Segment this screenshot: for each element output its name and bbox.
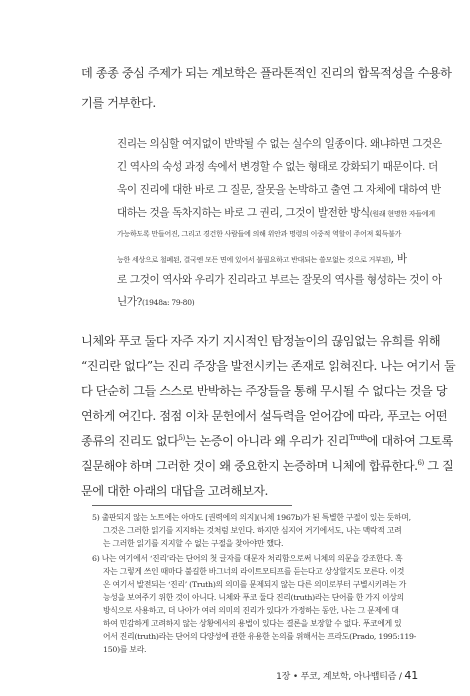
citation: (1948a: 79-80) <box>141 298 195 307</box>
body-text: 에 대하여 그토록 <box>366 434 453 448</box>
body-text: 그 질 <box>423 459 454 473</box>
body-text: 는 논증이 아니라 왜 우리가 진리 <box>184 434 350 448</box>
quote-line: 긴 역사의 숙성 과정 속에서 변경할 수 없는 형태로 강화되기 때문이다. 더 <box>117 161 438 173</box>
quote-parenthetical: (원래 현명한 자들에게 <box>369 210 435 218</box>
page-number: 41 <box>404 669 418 682</box>
body-text: 질문해야 하며 그러한 것이 왜 중요한지 논증하며 니체에 합류한다. <box>81 459 418 473</box>
footnote-line: 6) 나는 여기에서 ‘진리’라는 단어의 첫 글자를 대문자 처리함으로써 니체의 의문을 강조한다. 혹 <box>92 554 403 563</box>
footnote-line: 방식으로 사용하고, 더 나아가 여러 의미의 진리가 있다가 가정하는 동안, 나는 그 문제에 대 <box>103 606 399 615</box>
quote-line: 로 그것이 역사와 우리가 진리라고 부르는 잘못의 역사를 형성하는 것이 아 <box>117 274 442 286</box>
quote-text: 닌가? <box>117 296 142 308</box>
footnote-line: 는 그러한 읽기를 지지할 수 없는 구절을 찾아야만 했다. <box>103 539 284 548</box>
body-text-line: 데 종종 중심 주제가 되는 계보학은 플라톤적인 진리의 합목적성을 수용하 <box>81 66 452 80</box>
footnote-line: 150)를 보라. <box>103 645 147 654</box>
body-text-line: 기를 거부한다. <box>81 96 156 110</box>
footnote-ref-5[interactable]: 5) <box>178 433 185 442</box>
footnote-line: 어서 진리(truth)라는 단어의 다양성에 관한 유용한 논의를 위해서는 프라도(Prado, 1995:119- <box>103 632 417 641</box>
quote-small-text: 능한 세상으로 철폐된, 결국엔 모든 면에 있어서 불필요하고 반대되는 쓸모없는 것으로 거부된) <box>117 256 391 264</box>
inline-gloss: Truth <box>349 433 367 442</box>
body-text-line: 연하게 여긴다. 점점 이차 문헌에서 설득력을 얻어감에 따라, 푸코는 어떤 <box>81 409 448 423</box>
body-text: 종류의 진리도 없다 <box>81 434 179 448</box>
body-text-line: 다 단순히 그들 스스로 반박하는 주장들을 통해 무시될 수 없다는 것을 당 <box>81 384 448 398</box>
footer-separator: / <box>398 672 402 682</box>
footnote-line: 능성을 보여주기 위한 것이 아니다. 니체와 푸코 둘다 진리(truth)라는 단어를 한 가지 이상의 <box>103 593 404 602</box>
footnote-line: 하여 민감하게 고려하지 않는 상황에서의 용법이 있다는 결론을 보장할 수 없다. 푸코에게 있 <box>103 619 402 628</box>
body-text-line: 문에 대한 아래의 대답을 고려해보자. <box>81 484 268 498</box>
quote-line: 진리는 의심할 여지없이 반박될 수 없는 실수의 일종이다. 왜냐하면 그것은 <box>117 138 442 150</box>
body-text-line: 니체와 푸코 둘다 자주 자기 지시적인 탐정놀이의 끊임없는 유희를 위해 <box>81 334 441 348</box>
quote-line: 욱이 진리에 대한 바로 그 질문, 잘못을 논박하고 출연 그 자체에 대하여 반 <box>117 184 441 196</box>
footnote-line: 그것은 그러한 읽기를 지지하는 것처럼 보인다. 하지만 심지어 거기에서도, 나는 맥락적 고려 <box>103 526 402 535</box>
body-text-line <box>81 432 453 449</box>
footnote-line: 5) 출판되지 않는 노트에는 아마도 [권력에의 의지](니체 1967b)가 된 특별한 구절이 있는 듯하며, <box>92 513 411 522</box>
running-footer <box>276 669 418 682</box>
footnote-line: 자는 그렇게 쓰인 때마다 불길한 바그너의 라이트모티프를 듣는다고 상상할지도 모른다. 이것 <box>103 567 405 576</box>
chapter-title: 1장 • 푸코, 계보학, 아나뱁티즘 <box>276 672 397 682</box>
footnote-ref-6[interactable]: 6) <box>417 458 424 467</box>
quote-small-line: 가능하도록 만들어진, 그리고 경건한 사람들에 의해 위안과 명령의 이중적 역할이 주어져 획득불가 <box>117 230 402 238</box>
quote-line <box>117 294 194 309</box>
quote-small-line <box>117 251 407 266</box>
quote-line <box>117 205 435 220</box>
body-text-line: “진리란 없다”는 진리 주장을 발전시키는 존재로 읽혀진다. 나는 여기서 둘 <box>81 359 456 373</box>
quote-text: , 바 <box>390 253 407 265</box>
quote-text: 대하는 것을 독차지하는 바로 그 권리, 그것이 발전한 방식 <box>117 207 370 219</box>
footnote-divider <box>92 505 292 506</box>
footnote-line: 은 여기서 발전되는 ‘진리’ (Truth)의 의미를 문제되지 않는 다른 의미로부터 구별시키려는 가 <box>103 580 406 589</box>
body-text-line <box>81 457 453 474</box>
